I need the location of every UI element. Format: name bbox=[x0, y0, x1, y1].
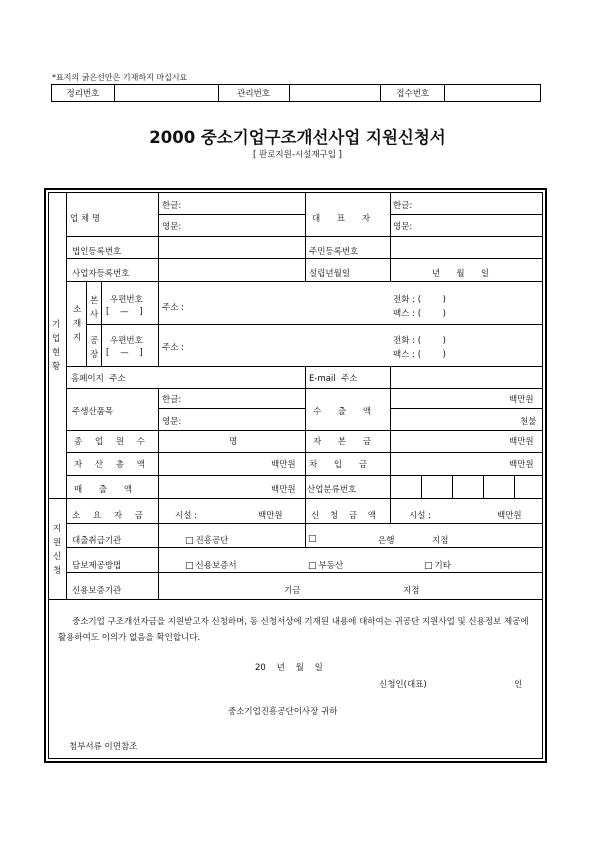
fund-label: 기금 bbox=[284, 586, 301, 596]
other-label: 기타 bbox=[434, 561, 451, 571]
rep-hangul-label: 한글: bbox=[393, 201, 413, 211]
applicant-label: 신청인(대표) bbox=[379, 680, 427, 690]
grid-line bbox=[421, 475, 422, 498]
required-funds-unit: 백만원 bbox=[258, 511, 283, 521]
borrowing-unit: 백만원 bbox=[509, 460, 534, 470]
bank-label: 은행 bbox=[378, 536, 395, 546]
addressee-text: 중소기업진흥공단이사장 귀하 bbox=[228, 707, 338, 717]
company-name-label: 업 체 명 bbox=[70, 214, 101, 224]
factory-address-label: 주소 : bbox=[162, 343, 184, 353]
grid-line bbox=[390, 498, 391, 523]
mgmt-no-field[interactable] bbox=[289, 85, 381, 102]
ho-postal-field[interactable]: [ — ] bbox=[106, 307, 143, 317]
grid-line bbox=[66, 572, 543, 573]
grid-line bbox=[452, 475, 453, 498]
factory-postal-label: 우편번호 bbox=[110, 336, 143, 346]
email-label: E-mail 주소 bbox=[309, 374, 358, 384]
page-subtitle: [ 판로지원-시설재구입 ] bbox=[252, 150, 342, 160]
declaration-text: 중소기업 구조개선자금을 지원받고자 신청하며, 동 신청서상에 기재된 내용에 대하여는 귀공단 지원사업 및 신용정보 제공에 활용하여도 이의가 없음을 확인합니다. bbox=[58, 617, 529, 643]
mgmt-no-label: 관리번호 bbox=[218, 85, 289, 102]
grid-line bbox=[483, 475, 484, 498]
grid-line bbox=[158, 452, 159, 498]
employees-unit: 명 bbox=[229, 437, 238, 447]
grid-line bbox=[48, 498, 543, 499]
grid-line bbox=[158, 408, 305, 409]
grid-line bbox=[158, 214, 305, 215]
products-english-label: 영문: bbox=[162, 417, 182, 427]
collateral-method-label: 담보제공방법 bbox=[72, 561, 122, 571]
page-title: 2000 중소기업구조개선사업 지원신청서 bbox=[149, 128, 446, 147]
factory-postal-field[interactable]: [ — ] bbox=[106, 348, 143, 358]
grid-line bbox=[390, 214, 543, 215]
grid-line bbox=[390, 408, 543, 409]
rep-english-label: 영문: bbox=[393, 222, 413, 232]
factory-fax-label: 팩스 : ( ) bbox=[393, 350, 446, 360]
grid-line bbox=[66, 281, 543, 282]
requested-amount-label: 신 청 금 액 bbox=[311, 511, 376, 521]
founded-date-label: 설립년월일 bbox=[309, 269, 351, 279]
grid-line bbox=[158, 192, 159, 366]
registry-table bbox=[51, 84, 541, 102]
loan-agency-label: 대출취급기관 bbox=[72, 536, 122, 546]
grid-line bbox=[305, 366, 306, 498]
sales-label: 매 출 액 bbox=[74, 485, 133, 495]
grid-line bbox=[48, 599, 543, 600]
export-label: 수 출 액 bbox=[313, 407, 372, 417]
export-unit-thousand-usd: 천불 bbox=[520, 417, 537, 427]
head-office-label: 본사 bbox=[90, 296, 99, 320]
control-no-field[interactable] bbox=[114, 85, 218, 102]
homepage-label: 홈페이지 주소 bbox=[71, 374, 126, 384]
assets-unit: 백만원 bbox=[271, 460, 296, 470]
borrowing-label: 차 입 금 bbox=[309, 460, 368, 470]
export-unit-million: 백만원 bbox=[509, 395, 534, 405]
capital-label: 자 본 금 bbox=[313, 437, 372, 447]
company-status-label: 기업현황 bbox=[52, 320, 61, 372]
loan-agency-sbc-option[interactable] bbox=[185, 534, 228, 546]
receipt-no-label: 접수번호 bbox=[381, 85, 445, 102]
grid-line bbox=[101, 281, 102, 366]
support-application-label: 지원신청 bbox=[53, 524, 62, 576]
grid-line bbox=[86, 324, 543, 325]
loan-agency-bank-option[interactable] bbox=[308, 534, 319, 544]
grid-line bbox=[66, 547, 543, 548]
real-estate-label: 부동산 bbox=[318, 561, 344, 571]
grid-line bbox=[86, 281, 87, 366]
collateral-guarantee-option[interactable] bbox=[185, 559, 237, 571]
checkbox-icon[interactable]: □ bbox=[308, 534, 317, 544]
required-funds-label: 소 요 자 금 bbox=[72, 511, 143, 521]
requested-facility-label: 시설 : bbox=[409, 511, 431, 521]
sales-unit: 백만원 bbox=[271, 485, 296, 495]
fund-branch-label: 지점 bbox=[403, 586, 420, 596]
credit-guarantee-label: 신용보증서 bbox=[195, 561, 237, 571]
branch-label: 지점 bbox=[432, 536, 449, 546]
grid-line bbox=[305, 192, 306, 281]
representative-label: 대 표 자 bbox=[312, 214, 371, 224]
grid-line bbox=[305, 523, 306, 547]
assets-label: 자 산 총 액 bbox=[74, 460, 145, 470]
collateral-other-option[interactable] bbox=[424, 559, 451, 571]
receipt-no-field[interactable] bbox=[445, 85, 541, 102]
checkbox-icon[interactable]: □ bbox=[185, 536, 194, 546]
grid-line bbox=[390, 192, 391, 281]
grid-line bbox=[305, 498, 306, 523]
employees-label: 종 업 원 수 bbox=[74, 437, 145, 447]
declaration-date: 20 년 월 일 bbox=[255, 663, 323, 673]
sbc-label: 진흥공단 bbox=[195, 536, 229, 546]
requested-unit: 백만원 bbox=[497, 511, 522, 521]
founded-date-format: 년 월 일 bbox=[432, 269, 490, 279]
products-hangul-label: 한글: bbox=[162, 395, 182, 405]
capital-unit: 백만원 bbox=[509, 437, 534, 447]
company-name-hangul-label: 한글: bbox=[162, 201, 182, 211]
factory-phone-label: 전화 : ( ) bbox=[393, 336, 446, 346]
location-label: 소재지 bbox=[73, 305, 82, 343]
main-products-label: 주생산품목 bbox=[72, 407, 114, 417]
resident-reg-no-label: 주민등록번호 bbox=[309, 247, 359, 257]
control-no-label: 정리번호 bbox=[52, 85, 115, 102]
notice-text: *표지의 굵은선안은 기재하지 마십시요 bbox=[52, 73, 188, 82]
checkbox-icon[interactable]: □ bbox=[185, 561, 194, 571]
ho-fax-label: 팩스 : ( ) bbox=[393, 309, 446, 319]
ho-phone-label: 전화 : ( ) bbox=[393, 295, 446, 305]
ho-address-label: 주소 : bbox=[162, 303, 184, 313]
factory-label: 공장 bbox=[90, 336, 99, 360]
guarantee-agency-label: 신용보증기관 bbox=[72, 586, 122, 596]
industry-code-label: 산업분류번호 bbox=[307, 485, 357, 495]
grid-line bbox=[390, 366, 391, 498]
company-name-english-label: 영문: bbox=[162, 222, 182, 232]
required-funds-facility-label: 시설 : bbox=[175, 511, 197, 521]
collateral-realestate-option[interactable] bbox=[308, 559, 343, 571]
checkbox-icon[interactable]: □ bbox=[308, 561, 317, 571]
grid-line bbox=[514, 475, 515, 498]
checkbox-icon[interactable]: □ bbox=[424, 561, 433, 571]
biz-reg-no-label: 사업자등록번호 bbox=[72, 269, 130, 279]
corp-reg-no-label: 법인등록번호 bbox=[72, 247, 122, 257]
seal-label: 인 bbox=[514, 680, 523, 690]
grid-line bbox=[66, 192, 67, 599]
ho-postal-label: 우편번호 bbox=[110, 295, 143, 305]
attachments-note: 첨부서류 이면참조 bbox=[69, 742, 138, 752]
